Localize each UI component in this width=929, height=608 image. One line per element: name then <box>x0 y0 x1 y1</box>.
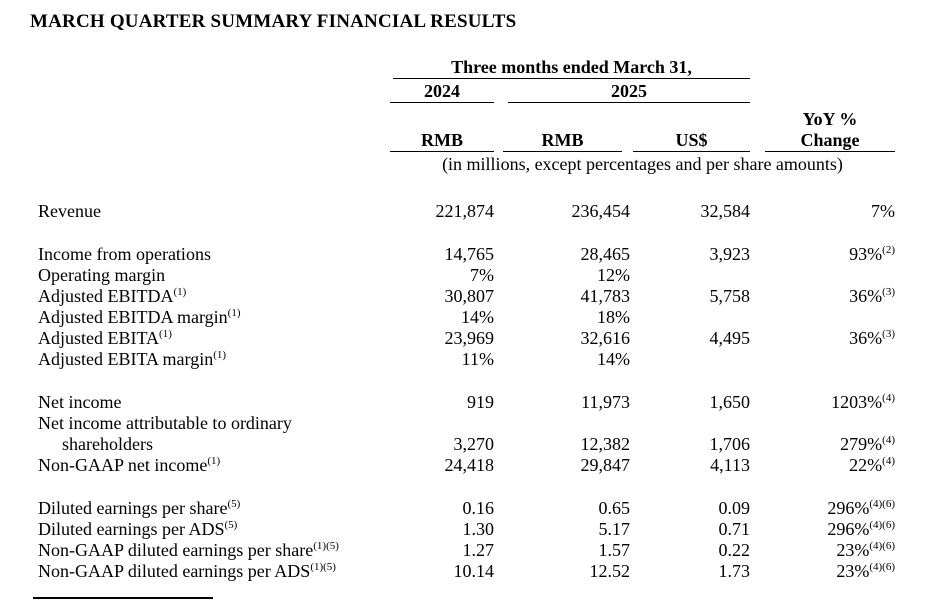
footnote-ref: (5) <box>227 498 241 510</box>
yoy-value-text: 23% <box>836 561 870 581</box>
yoy-value-text: 23% <box>836 540 870 560</box>
value-yoy-change <box>750 307 895 328</box>
year-2025-header-cell <box>494 79 750 103</box>
row-label-text: shareholders <box>62 434 153 454</box>
period-header-row <box>38 55 895 79</box>
value-yoy-change <box>750 413 895 434</box>
period-group-header-cell <box>390 55 750 79</box>
value-yoy-change <box>750 455 895 476</box>
period-group-header: Three months ended March 31, <box>393 57 750 79</box>
header-spacer <box>750 55 895 79</box>
value-2025-rmb: 236,454 <box>571 201 630 221</box>
value-yoy-change <box>750 519 895 540</box>
table-gap-row <box>38 222 895 244</box>
value-2025-rmb: 12,382 <box>580 434 630 454</box>
table-row <box>38 349 895 370</box>
value-2024-rmb: 919 <box>467 392 494 412</box>
value-yoy-change <box>750 392 895 413</box>
row-label-text: Net income attributable to ordinary <box>38 413 292 433</box>
footnote-ref: (1) <box>227 307 241 319</box>
value-2025-usd <box>630 307 750 328</box>
footnote-ref: (4) <box>882 434 895 446</box>
footnote-separator-rule <box>33 597 213 599</box>
row-label <box>38 265 390 286</box>
row-label-text: Adjusted EBITDA <box>38 286 174 306</box>
value-2025-usd: 3,923 <box>709 244 750 264</box>
table-row <box>38 201 895 222</box>
footnote-ref: (4)(6) <box>869 498 895 510</box>
units-note: (in millions, except percentages and per share amounts) <box>442 154 843 174</box>
row-label <box>38 392 390 413</box>
value-2025-usd: 5,758 <box>709 286 750 306</box>
yoy-value-text: 93% <box>849 244 883 264</box>
yoy-value-text: 296% <box>827 519 870 539</box>
value-2025-usd: 4,495 <box>709 328 750 348</box>
value-2024-rmb: 11% <box>461 349 494 369</box>
row-label <box>38 540 390 561</box>
row-label <box>38 498 390 519</box>
value-2024-rmb: 0.16 <box>462 498 494 518</box>
table-row <box>38 540 895 561</box>
value-2025-usd: 1,650 <box>709 392 750 412</box>
yoy-value-text: 22% <box>849 455 883 475</box>
col-header-yoy-line1: YoY % <box>802 109 858 129</box>
col-header-yoy-cell <box>750 103 895 152</box>
footnote-ref: (1) <box>207 455 221 467</box>
value-2024-rmb: 23,969 <box>444 328 494 348</box>
value-2024-rmb: 14,765 <box>444 244 494 264</box>
header-spacer <box>38 55 390 79</box>
value-2025-rmb: 32,616 <box>580 328 630 348</box>
row-label <box>38 519 390 540</box>
table-row <box>38 519 895 540</box>
table-gap-row <box>38 476 895 498</box>
value-yoy-change <box>750 244 895 265</box>
value-2024-rmb: 221,874 <box>435 201 494 221</box>
footnote-ref: (1)(5) <box>310 561 336 573</box>
value-2025-rmb: 12.52 <box>589 561 630 581</box>
footnote-ref: (1) <box>213 349 227 361</box>
header-spacer <box>38 152 390 175</box>
value-yoy-change <box>750 201 895 222</box>
table-row <box>38 244 895 265</box>
footnote-ref: (4)(6) <box>869 519 895 531</box>
yoy-value-text: 296% <box>827 498 870 518</box>
table-row <box>38 455 895 476</box>
table-row <box>38 307 895 328</box>
value-2024-rmb: 7% <box>470 265 494 285</box>
value-2025-rmb: 5.17 <box>598 519 630 539</box>
footnote-ref: (1) <box>159 328 172 340</box>
value-2024-rmb: 14% <box>461 307 494 327</box>
year-header-row <box>38 79 895 103</box>
table-gap-row <box>38 370 895 392</box>
value-2025-usd: 0.09 <box>718 498 750 518</box>
row-label <box>38 244 390 265</box>
col-header-rmb-2025: RMB <box>503 130 622 152</box>
value-2024-rmb: 24,418 <box>444 455 494 475</box>
value-2025-rmb: 29,847 <box>580 455 630 475</box>
value-2024-rmb: 3,270 <box>453 434 494 454</box>
row-label-text: Non-GAAP net income <box>38 455 208 475</box>
value-2025-rmb: 28,465 <box>580 244 630 264</box>
value-2024-rmb: 30,807 <box>444 286 494 306</box>
row-label-text: Diluted earnings per share <box>38 498 228 518</box>
value-2024-rmb: 1.30 <box>462 519 494 539</box>
value-2025-rmb: 0.65 <box>598 498 630 518</box>
value-2025-usd: 1.73 <box>718 561 750 581</box>
value-yoy-change <box>750 434 895 455</box>
value-2025-rmb <box>494 413 630 434</box>
year-2024-header: 2024 <box>390 81 494 103</box>
table-row <box>38 434 895 455</box>
row-label-text: Operating margin <box>38 265 166 285</box>
header-spacer <box>38 103 390 152</box>
value-2025-usd <box>630 349 750 370</box>
table-header <box>38 55 895 201</box>
value-2025-usd: 4,113 <box>710 455 750 475</box>
table-row <box>38 561 895 582</box>
row-label-text: Adjusted EBITA <box>38 328 160 348</box>
col-header-yoy-change <box>765 109 895 152</box>
header-spacer <box>38 79 390 103</box>
year-2024-header-cell <box>390 79 494 103</box>
row-label-text: Diluted earnings per ADS <box>38 519 225 539</box>
yoy-value-text: 1203% <box>831 392 883 412</box>
footnote-ref: (4) <box>882 455 895 467</box>
value-2025-usd: 32,584 <box>700 201 750 221</box>
row-label <box>38 455 390 476</box>
row-label-text: Revenue <box>38 201 101 221</box>
footnote-ref: (2) <box>882 244 895 256</box>
value-2025-usd: 1,706 <box>709 434 750 454</box>
row-label <box>38 349 390 370</box>
table-row <box>38 413 895 434</box>
table-row <box>38 286 895 307</box>
footnote-ref: (5) <box>224 519 238 531</box>
col-header-usd: US$ <box>633 130 750 152</box>
row-label-text: Adjusted EBITDA margin <box>38 307 228 327</box>
value-yoy-change <box>750 498 895 519</box>
row-label-text: Income from operations <box>38 244 211 264</box>
footnote-ref: (3) <box>882 286 895 298</box>
row-label-text: Net income <box>38 392 122 412</box>
value-2025-usd: 0.71 <box>718 519 750 539</box>
value-2025-rmb: 12% <box>597 265 630 285</box>
value-2025-rmb: 18% <box>597 307 630 327</box>
page-title: MARCH QUARTER SUMMARY FINANCIAL RESULTS <box>30 11 517 32</box>
row-label <box>38 328 390 349</box>
row-label-text: Adjusted EBITA margin <box>38 349 214 369</box>
header-spacer <box>750 79 895 103</box>
yoy-value-text: 279% <box>840 434 883 454</box>
year-2025-header: 2025 <box>508 81 750 103</box>
value-yoy-change <box>750 265 895 286</box>
table-body <box>38 201 895 582</box>
value-2025-rmb: 41,783 <box>580 286 630 306</box>
footnote-ref: (4) <box>882 392 895 404</box>
value-yoy-change <box>750 561 895 582</box>
row-label <box>38 201 390 222</box>
row-label <box>38 413 390 434</box>
value-2025-rmb: 11,973 <box>581 392 630 412</box>
value-2024-rmb: 10.14 <box>453 561 494 581</box>
value-2025-rmb: 1.57 <box>598 540 630 560</box>
col-header-rmb-2025-cell <box>494 103 630 152</box>
footnote-ref: (4)(6) <box>869 540 895 552</box>
yoy-value-text: 36% <box>849 328 883 348</box>
row-label <box>38 561 390 582</box>
value-yoy-change <box>750 328 895 349</box>
row-label <box>38 434 390 455</box>
value-yoy-change <box>750 540 895 561</box>
value-2025-usd: 0.22 <box>718 540 750 560</box>
footnote-ref: (4)(6) <box>869 561 895 573</box>
col-header-rmb-2024: RMB <box>390 130 494 152</box>
header-body-spacer-row <box>38 175 895 201</box>
value-2025-usd <box>630 413 750 434</box>
col-header-usd-cell <box>630 103 750 152</box>
row-label-text: Non-GAAP diluted earnings per share <box>38 540 314 560</box>
row-label <box>38 307 390 328</box>
row-label <box>38 286 390 307</box>
table-row <box>38 498 895 519</box>
units-note-row <box>38 152 895 175</box>
col-header-yoy-line2: Change <box>800 130 860 150</box>
value-yoy-change <box>750 349 895 370</box>
yoy-value-text: 36% <box>849 286 883 306</box>
footnote-ref: (1) <box>173 286 187 298</box>
footnote-ref: (1)(5) <box>313 540 339 552</box>
value-2024-rmb: 1.27 <box>462 540 494 560</box>
value-2024-rmb <box>390 413 494 434</box>
financial-table <box>38 55 895 582</box>
value-2025-usd <box>630 265 750 286</box>
currency-header-row <box>38 103 895 152</box>
table-row <box>38 392 895 413</box>
footnote-ref: (3) <box>882 328 895 340</box>
table-row <box>38 265 895 286</box>
yoy-value-text: 7% <box>871 201 895 221</box>
value-2025-rmb: 14% <box>597 349 630 369</box>
col-header-rmb-2024-cell <box>390 103 494 152</box>
row-label-text: Non-GAAP diluted earnings per ADS <box>38 561 311 581</box>
value-yoy-change <box>750 286 895 307</box>
table-row <box>38 328 895 349</box>
